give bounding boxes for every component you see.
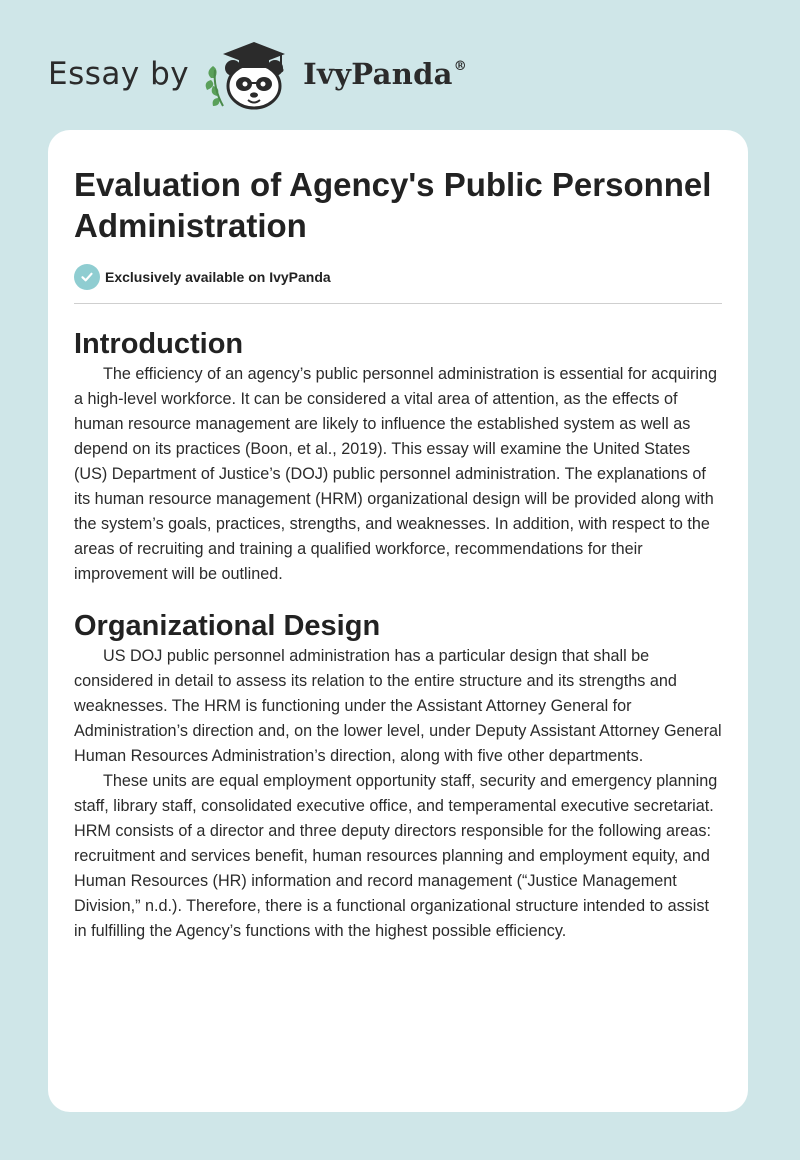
- section-heading-organizational-design: Organizational Design: [74, 610, 381, 642]
- essay-title: Evaluation of Agency's Public Personnel Administration: [74, 166, 712, 244]
- paragraph: US DOJ public personnel administration has a particular design that shall be considered in detail to assess its relation to the entire structure and its strengths and weaknesses. The HRM is functioning under the Assistant Attorney General for Administration’s direction and, on the lower level, under Deputy Assistant Attorney General Human Resources Administration’s direction, along with five other departments.: [74, 647, 722, 765]
- section-heading-introduction: Introduction: [74, 328, 244, 360]
- divider: [74, 303, 722, 304]
- brand-name: [303, 57, 467, 91]
- brand-name-text: IvyPanda: [303, 57, 453, 91]
- paragraph: The efficiency of an agency’s public personnel administration is essential for acquiring a high-level workforce. It can be considered a vital area of attention, as the effects of human resource management are likely to influence the established system as well as depend on its practices (Boon, et al., 2019). This essay will examine the United States (US) Department of Justice’s (DOJ) public personnel administration. The explanations of its human resource management (HRM) organizational design will be provided along with the system’s goals, practices, strengths, and weaknesses. In addition, with respect to the areas of recruiting and training a qualified workforce, recommendations for their improvement will be outlined.: [74, 365, 717, 583]
- exclusive-badge: [74, 264, 722, 290]
- brand-logo[interactable]: [48, 36, 467, 112]
- essay-card: [48, 130, 748, 1112]
- badge-text: Exclusively available on IvyPanda: [105, 269, 331, 285]
- paragraph: These units are equal employment opportunity staff, security and emergency planning staff, library staff, consolidated executive office, and temperamental executive secretariat. HRM consists of a director and three deputy directors responsible for the following areas: recruitment and services benefit, human resources planning and employment equity, and Human Resources (HR) information and record management (“Justice Management Division,” n.d.). Therefore, there is a functional organizational structure intended to assist in fulfilling the Agency’s functions with the highest possible efficiency.: [74, 772, 718, 940]
- brand-prefix: Essay by: [48, 56, 190, 92]
- registered-mark: ®: [453, 59, 468, 74]
- checkmark-icon: [74, 264, 100, 290]
- panda-mascot-icon: [203, 36, 299, 112]
